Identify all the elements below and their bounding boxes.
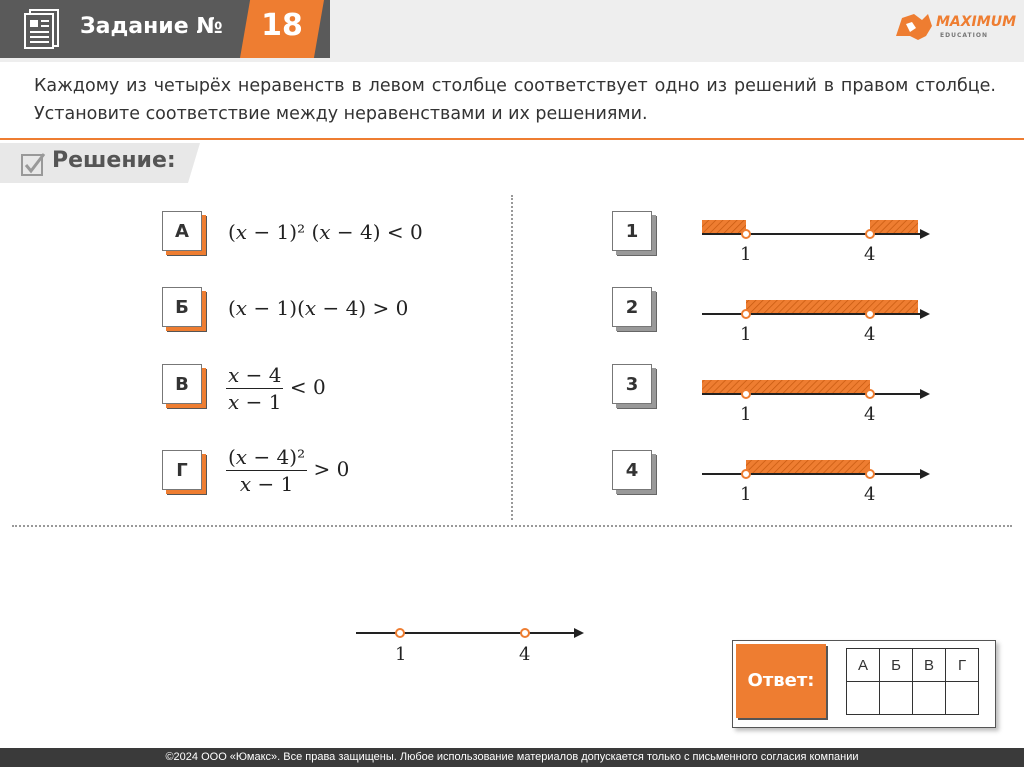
answer-header-g: Г <box>946 649 979 682</box>
answer-table <box>846 648 979 715</box>
tick-label: 4 <box>864 404 876 425</box>
denominator: 𝑥 − 1 <box>228 390 282 414</box>
answer-cell-b[interactable] <box>880 682 913 715</box>
tick-label: 4 <box>864 324 876 345</box>
number-line-1 <box>702 220 930 239</box>
open-point <box>521 629 529 637</box>
open-point <box>866 230 874 238</box>
copyright-text: ©2024 ООО «Юмакс». Все права защищены. Любое использование материалов допускается только с письменного согласия компании <box>165 751 859 763</box>
letter-box-a: А <box>162 211 202 251</box>
checkbox-check-icon <box>20 151 46 177</box>
tick-label: 4 <box>864 244 876 265</box>
work-number-line <box>350 620 590 650</box>
relation: < 0 <box>289 375 326 399</box>
inequality-a: (𝑥 − 1)² (𝑥 − 4) < 0 <box>228 220 423 244</box>
section-divider <box>12 525 1012 527</box>
number-line-3 <box>702 380 930 399</box>
denominator: 𝑥 − 1 <box>239 472 294 496</box>
open-point <box>742 310 750 318</box>
arrow-icon <box>920 309 930 319</box>
tick-label: 1 <box>740 484 752 505</box>
shaded-region <box>702 220 746 233</box>
logo-subtext: EDUCATION <box>940 32 988 39</box>
number-line-2 <box>702 300 930 319</box>
task-number: 18 <box>261 8 303 43</box>
shaded-region <box>746 300 918 313</box>
answer-cell-g[interactable] <box>946 682 979 715</box>
document-icon <box>22 8 62 50</box>
column-divider <box>511 195 513 520</box>
arrow-icon <box>920 469 930 479</box>
arrow-icon <box>574 628 584 638</box>
logo-text: MAXIMUM <box>936 14 1017 30</box>
arrow-icon <box>920 389 930 399</box>
solution-number-lines <box>690 210 940 500</box>
solution-number-4: 4 <box>612 450 652 490</box>
tick-label: 1 <box>395 644 407 665</box>
open-point <box>742 390 750 398</box>
numerator: (𝑥 − 4)² <box>228 445 306 469</box>
divider <box>0 138 1024 140</box>
letter-box-g: Г <box>162 450 202 490</box>
relation: > 0 <box>313 457 350 481</box>
number-line-4 <box>702 460 930 479</box>
letter-box-b: Б <box>162 287 202 327</box>
numerator: 𝑥 − 4 <box>228 363 282 387</box>
shaded-region <box>702 380 870 393</box>
tick-label: 1 <box>740 244 752 265</box>
open-point <box>742 230 750 238</box>
tick-label: 1 <box>740 404 752 425</box>
tick-label: 1 <box>740 324 752 345</box>
answer-cell-a[interactable] <box>847 682 880 715</box>
answer-header-v: В <box>913 649 946 682</box>
shaded-region <box>746 460 870 473</box>
answer-header-a: А <box>847 649 880 682</box>
open-point <box>396 629 404 637</box>
inequality-b: (𝑥 − 1)(𝑥 − 4) > 0 <box>228 296 409 320</box>
task-label: Задание № <box>80 14 223 39</box>
inequality-g <box>226 444 349 497</box>
solution-heading: Решение: <box>52 148 176 173</box>
tick-label: 4 <box>864 484 876 505</box>
answer-header-b: Б <box>880 649 913 682</box>
solution-number-1: 1 <box>612 211 652 251</box>
inequality-v <box>226 362 326 415</box>
open-point <box>866 390 874 398</box>
answer-header-row <box>847 649 979 682</box>
shaded-region <box>870 220 918 233</box>
answer-input-row <box>847 682 979 715</box>
solution-number-3: 3 <box>612 364 652 404</box>
letter-box-v: В <box>162 364 202 404</box>
tick-label: 4 <box>519 644 531 665</box>
open-point <box>866 470 874 478</box>
answer-cell-v[interactable] <box>913 682 946 715</box>
task-statement: Каждому из четырёх неравенств в левом столбце соответствует одно из решений в правом столбце. Установите соответствие между неравенствами и их решениями. <box>34 76 996 124</box>
open-point <box>866 310 874 318</box>
open-point <box>742 470 750 478</box>
solution-number-2: 2 <box>612 287 652 327</box>
answer-label: Ответ: <box>747 670 815 691</box>
arrow-icon <box>920 229 930 239</box>
